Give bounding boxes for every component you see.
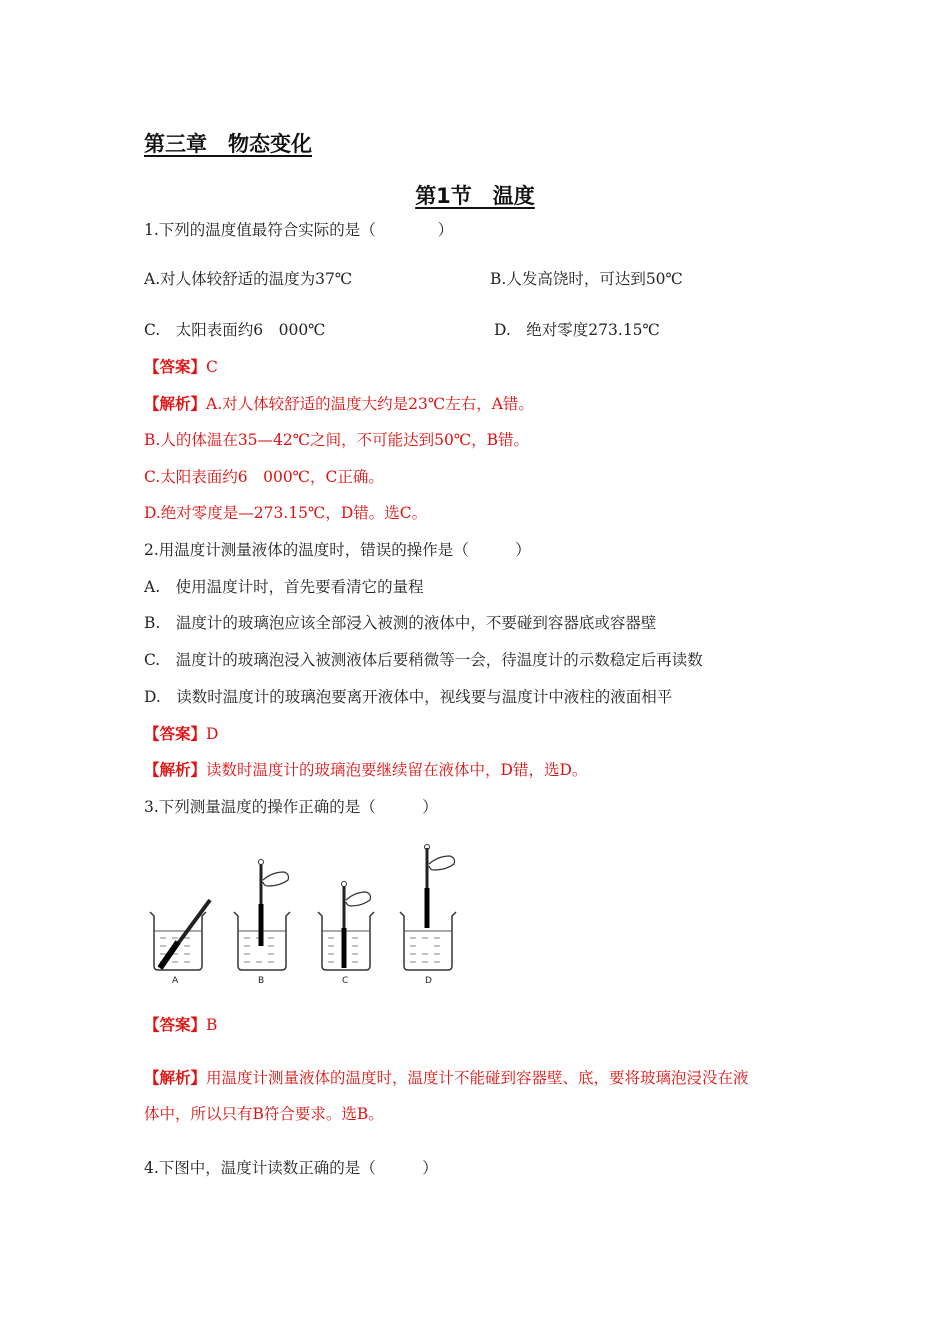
- beaker-d: [400, 845, 456, 971]
- answer-value: D: [206, 725, 219, 743]
- answer-value: C: [206, 358, 218, 376]
- q3-analysis: 【解析】用温度计测量液体的温度时，温度计不能碰到容器壁、底，要将玻璃泡浸没在液: [144, 1068, 749, 1087]
- q2-stem: 2.用温度计测量液体的温度时，错误的操作是（ ）: [144, 541, 531, 559]
- q4-stem: 4.下图中，温度计读数正确的是（ ）: [144, 1159, 438, 1177]
- q2-option-b: B. 温度计的玻璃泡应该全部浸入被测的液体中，不要碰到容器底或容器壁: [144, 614, 657, 632]
- q2-option-c: C. 温度计的玻璃泡浸入被测液体后要稍微等一会，待温度计的示数稳定后再读数: [144, 651, 703, 669]
- q1-analysis-line: 【解析】A.对人体较舒适的温度大约是23℃左右，A错。: [144, 394, 534, 413]
- q1-analysis-line: C.太阳表面约6 000℃，C正确。: [144, 468, 384, 486]
- analysis-tag: 【解析】: [144, 1068, 207, 1087]
- figure-label-c: C: [342, 976, 349, 986]
- analysis-tag: 【解析】: [144, 394, 207, 413]
- answer-tag: 【答案】: [144, 1015, 207, 1034]
- beaker-c: [318, 882, 374, 971]
- q3-analysis-line: 体中，所以只有B符合要求。选B。: [144, 1105, 384, 1123]
- answer-tag: 【答案】: [144, 724, 207, 743]
- q1-option-d: D. 绝对零度273.15℃: [494, 321, 660, 339]
- figure-label-b: B: [258, 976, 265, 986]
- q3-stem: 3.下列测量温度的操作正确的是（ ）: [144, 798, 438, 816]
- q1-stem: 1.下列的温度值最符合实际的是（ ）: [144, 221, 454, 239]
- beakers-illustration: [144, 842, 474, 992]
- beaker-a: [150, 900, 210, 970]
- beaker-b: [234, 860, 290, 971]
- chapter-title: 第三章 物态变化: [144, 132, 312, 156]
- q1-option-b: B.人发高饶时，可达到50℃: [490, 270, 683, 288]
- q2-analysis: 【解析】读数时温度计的玻璃泡要继续留在液体中，D错，选D。: [144, 760, 588, 779]
- q2-answer: [144, 723, 218, 745]
- section-title: 第1节 温度: [415, 184, 535, 208]
- answer-tag: 【答案】: [144, 357, 207, 376]
- figure-label-a: A: [172, 976, 179, 986]
- q2-option-a: A. 使用温度计时，首先要看清它的量程: [144, 578, 424, 596]
- q1-option-c: C. 太阳表面约6 000℃: [144, 321, 326, 339]
- q3-answer: [144, 1014, 217, 1036]
- analysis-tag: 【解析】: [144, 760, 207, 779]
- q1-answer: [144, 356, 218, 378]
- q3-thermometer-figure: [144, 842, 474, 992]
- q2-option-d: D. 读数时温度计的玻璃泡要离开液体中，视线要与温度计中液柱的液面相平: [144, 688, 673, 706]
- q1-option-a: A.对人体较舒适的温度为37℃: [144, 270, 353, 288]
- q1-analysis-line: B.人的体温在35—42℃之间，不可能达到50℃，B错。: [144, 431, 530, 449]
- figure-label-d: D: [425, 976, 432, 986]
- answer-value: B: [206, 1016, 218, 1034]
- q1-analysis-line: D.绝对零度是—273.15℃，D错。选C。: [144, 504, 428, 522]
